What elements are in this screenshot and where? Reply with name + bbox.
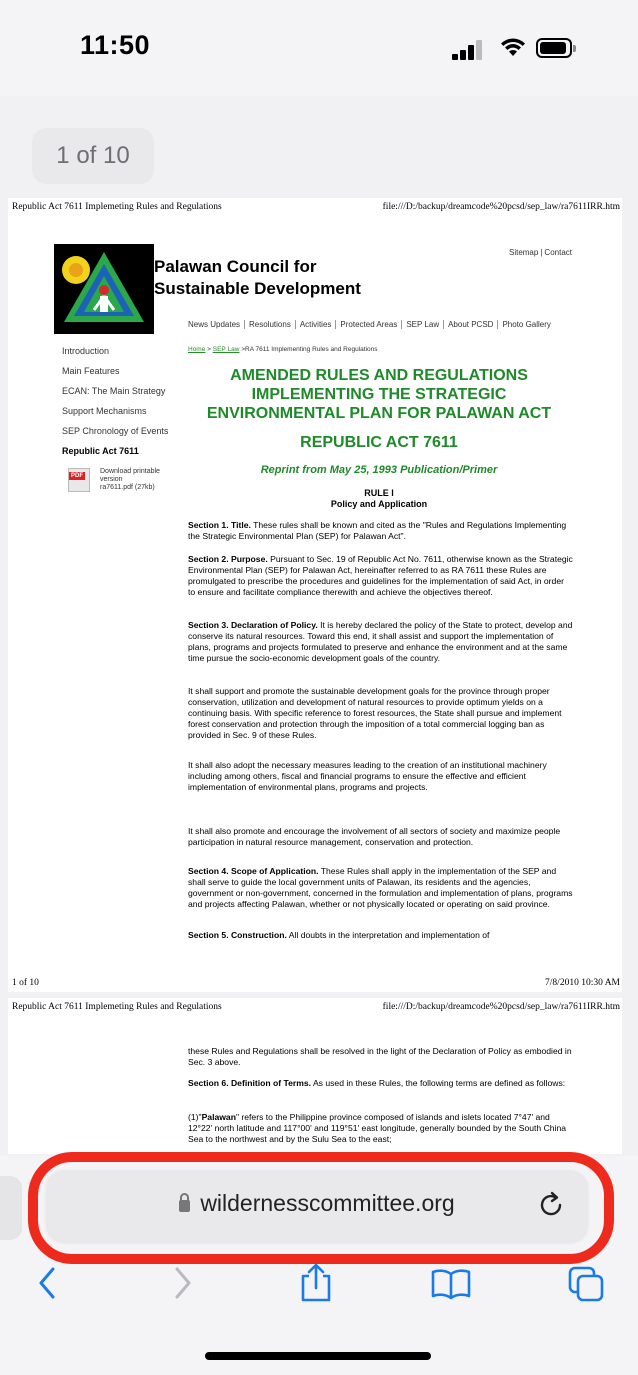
reprint-note: Reprint from May 25, 1993 Publication/Primer <box>260 464 498 476</box>
nav-activities[interactable]: Activities <box>296 320 337 329</box>
rule-subheading: Policy and Application <box>330 499 428 509</box>
act-number: REPUBLIC ACT 7611 <box>300 434 458 451</box>
pdf-page-1: Republic Act 7611 Implemeting Rules and Regulations file:///D:/backup/dreamcode%20pcsd/sep_law/ra7611IRR.htm Palawan Council for Sustainable Development Sitemap | Contact News Updates Resolutions Activities Protected Areas SEP Law About PCSD Photo Gallery Introduction Main Features ECAN: The Main Strategy Support Mechanisms SEP Chronology of Events Republic Act 7611 PDF Download printable version ra7611.pdf (27kb) Home > SEP Law >RA 7611 Implementing Rules and Regulations AMENDED RULES AND REGULATIONS IMPLEMENTING THE STRATEGIC ENVIRONMENTAL PLAN FOR PALAWAN ACT REPUBLIC ACT 7611 Reprint from May 25, 1993 Publication/Primer RULE I Policy and Application Section 1. Title. These rules shall be known and cited as the "Rules and Regulations Implementing the Strategic Environmental Plan (SEP) for Palawan Act". Section 2. Purpose. Pursuant to Sec. 19 of Republic Act No. 7611, otherwise known as the Strategic Environmental Plan (SEP) for Palawan Act, hereinafter referred to as RA 7611 these Rules are promulgated to prescribe the procedures and guidelines for the implementation of said Act, in order to ensure and facilitate compliance therewith and achieve the objectives thereof. Section 3. Declaration of Policy. It is hereby declared the policy of the State to protect, develop and conserve its natural resources. Toward this end, it shall assist and support the implementation of plans, programs and projects formulated to preserve and enhance the environment and at the same time pursue the socio-economic development goals of the country. It shall support and promote the sustainable development goals for the province through proper conservation, utilization and development of natural resources to provide optimum yields on a continuing basis. With specific reference to forest resources, the State shall pursue and implement forest conservation and protection through the imposition of a total commercial logging ban as provided in Sec. 9 of these Rules. It shall also adopt the necessary measures leading to the creation of an institutional machinery including among others, fiscal and financial programs to ensure the effective and efficient implementation of environmental plans, programs and projects. It shall also promote and encourage the involvement of all sectors of society and maximize people participation in natural resource management, conservation and protection. Section 4. Scope of Application. These Rules shall apply in the implementation of the SEP and shall serve to guide the local government units of Palawan, its residents and the agencies, government or non-government, concerned in the formulation and implementation of plans, programs and projects affecting Palawan, whether or not physically located or operating on said province. Section 5. Construction. All doubts in the interpretation and implementation of 1 of 10 7/8/2010 10:30 AM <box>8 198 622 992</box>
breadcrumb-sep-law[interactable]: SEP Law <box>212 346 240 353</box>
tabs-icon[interactable] <box>566 1264 606 1304</box>
paragraph-adopt: It shall also adopt the necessary measures leading to the creation of an institutional machinery including among others, fiscal and financial programs to ensure the effective and efficient implementation of environmental plans, programs and projects. <box>188 760 547 792</box>
clock: 11:50 <box>80 30 151 60</box>
org-name: Palawan Council for Sustainable Development <box>154 257 361 298</box>
nav-about-pcsd[interactable]: About PCSD <box>444 320 498 329</box>
url-highlight-annotation <box>28 1152 614 1264</box>
pdf-page-2 <box>8 998 622 1154</box>
paragraph-promote: It shall also promote and encourage the involvement of all sectors of society and maximize people participation in natural resource management, conservation and protection. <box>188 826 561 847</box>
section-2: Section 2. Purpose. Pursuant to Sec. 19 of Republic Act No. 7611, otherwise known as the Strategic Environmental Plan (SEP) for Palawan Act, hereinafter referred to as RA 7611 these Rules are promulgated to prescribe the procedures and guidelines for the implementation of said Act, in order to ensure and facilitate compliance therewith and achieve the objectives thereof. <box>188 554 573 597</box>
section-1: Section 1. Title. These rules shall be known and cited as the "Rules and Regulations Implementing the Strategic Environmental Plan (SEP) for Palawan Act". <box>188 520 567 541</box>
section-3: Section 3. Declaration of Policy. It is hereby declared the policy of the State to protect, develop and conserve its natural resources. Toward this end, it shall assist and support the implementation of plans, programs and projects formulated to preserve and enhance the environment and at the same time pursue the socio-economic development goals of the country. <box>188 620 573 663</box>
sidebar-item-support[interactable]: Support Mechanisms <box>62 406 147 416</box>
nav-sep-law[interactable]: SEP Law <box>402 320 444 329</box>
definition-palawan: (1)"Palawan" refers to the Philippine province composed of islands and islets located 7°47' and 12°22' north latitude and 117°00' and 119°51' east longitude, generally bounded by the South China Sea to the northwest and by the Sulu Sea to the east; <box>188 1112 567 1144</box>
contact-link[interactable]: Contact <box>544 248 572 257</box>
previous-tab-preview[interactable] <box>0 1176 22 1240</box>
pdf-file-icon <box>68 468 90 492</box>
paragraph-support: It shall support and promote the sustainable development goals for the province through proper conservation, utilization and development of natural resources to provide optimum yields on a continuing basis. With specific reference to forest resources, the State shall pursue and implement forest conservation and protection through the imposition of a total commercial logging ban as provided in Sec. 9 of these Rules. <box>188 686 562 740</box>
nav-protected-areas[interactable]: Protected Areas <box>336 320 402 329</box>
paragraph-construction: these Rules and Regulations shall be resolved in the light of the Declaration of Policy as embodied in Sec. 3 above. <box>188 1046 572 1067</box>
breadcrumb-home[interactable]: Home <box>188 346 206 353</box>
section-4: Section 4. Scope of Application. These Rules shall apply in the implementation of the SEP and shall serve to guide the local government units of Palawan, its residents and the agencies, government or non-government, concerned in the formulation and implementation of plans, programs and projects affecting Palawan, whether or not physically located or operating on said province. <box>188 866 573 909</box>
sidebar-item-ecan[interactable]: ECAN: The Main Strategy <box>62 386 166 396</box>
battery-icon <box>536 38 572 58</box>
wifi-icon <box>500 36 526 58</box>
top-links: Sitemap | Contact <box>508 248 572 257</box>
nav-news-updates[interactable]: News Updates <box>184 320 245 329</box>
sidebar-menu <box>62 346 168 466</box>
nav-resolutions[interactable]: Resolutions <box>245 320 296 329</box>
breadcrumb: Home > SEP Law >RA 7611 Implementing Rules and Regulations <box>188 346 378 353</box>
nav-photo-gallery[interactable]: Photo Gallery <box>502 320 551 329</box>
sidebar-item-main-features[interactable]: Main Features <box>62 366 120 376</box>
status-bar <box>0 0 638 96</box>
section-6: Section 6. Definition of Terms. As used in these Rules, the following terms are defined as follows: <box>188 1078 566 1088</box>
page-header-path: file:///D:/backup/dreamcode%20pcsd/sep_law/ra7611IRR.htm <box>382 202 620 212</box>
page-footer-date: 7/8/2010 10:30 AM <box>545 978 620 988</box>
share-icon[interactable] <box>298 1262 334 1304</box>
rule-heading: RULE I <box>364 488 394 498</box>
forward-icon[interactable] <box>172 1266 194 1300</box>
sidebar-item-chronology[interactable]: SEP Chronology of Events <box>62 426 169 436</box>
page-header-title: Republic Act 7611 Implemeting Rules and Regulations <box>12 1002 222 1012</box>
pcsd-logo-icon <box>54 244 154 334</box>
sidebar-item-ra7611[interactable]: Republic Act 7611 <box>62 446 139 456</box>
page-header-path: file:///D:/backup/dreamcode%20pcsd/sep_law/ra7611IRR.htm <box>382 1002 620 1012</box>
cellular-signal-icon <box>452 38 488 60</box>
bookmarks-icon[interactable] <box>430 1268 472 1300</box>
page-footer-number: 1 of 10 <box>12 978 39 988</box>
sidebar-item-introduction[interactable]: Introduction <box>62 346 110 356</box>
home-indicator[interactable] <box>205 1352 431 1360</box>
site-nav <box>184 320 555 329</box>
back-icon[interactable] <box>36 1266 58 1300</box>
section-5: Section 5. Construction. All doubts in the interpretation and implementation of <box>188 930 490 940</box>
page-indicator: 1 of 10 <box>32 128 154 184</box>
sitemap-link[interactable]: Sitemap <box>508 248 539 257</box>
url-text: wildernesscommittee.org <box>200 1190 455 1216</box>
document-title: AMENDED RULES AND REGULATIONS IMPLEMENTING THE STRATEGIC ENVIRONMENTAL PLAN FOR PALAWAN ACT <box>206 367 552 422</box>
page-header-title: Republic Act 7611 Implemeting Rules and Regulations <box>12 202 222 212</box>
